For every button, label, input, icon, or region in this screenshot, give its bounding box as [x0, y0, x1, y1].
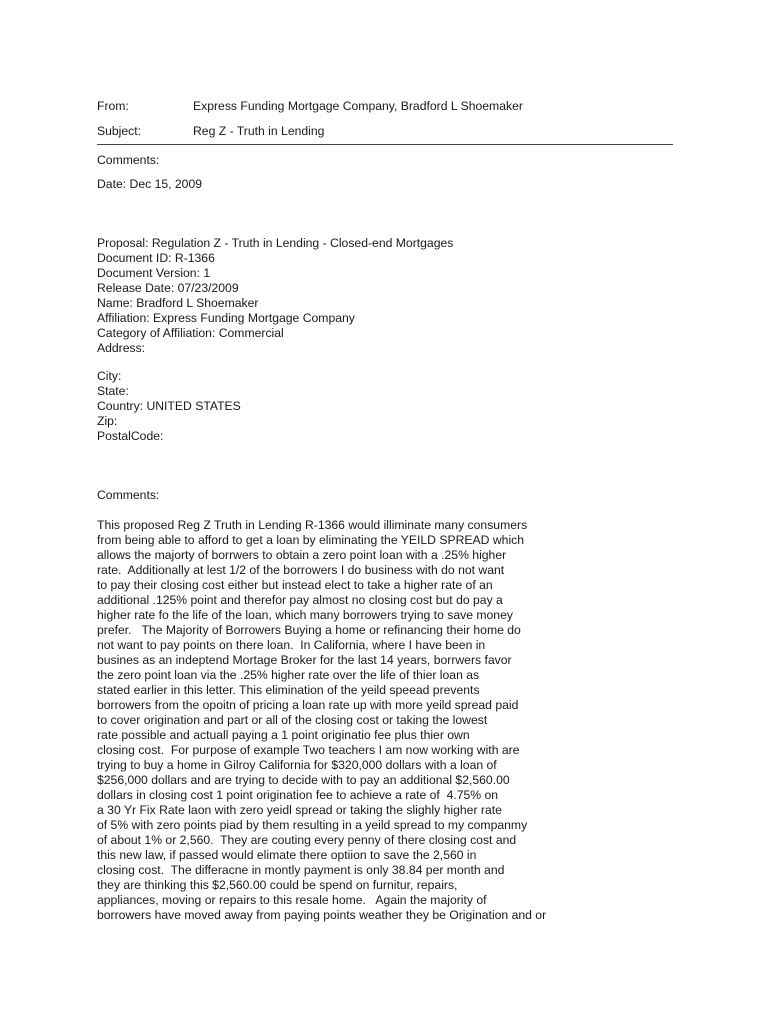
body-line: $256,000 dollars and are trying to decide with to pay an additional $2,560.00 [97, 773, 510, 787]
from-row [97, 99, 523, 113]
subject-value: Reg Z - Truth in Lending [193, 124, 325, 138]
address-line: City: [97, 369, 122, 383]
body-line: from being able to afford to get a loan by eliminating the YEILD SPREAD which [97, 533, 525, 547]
detail-line: Category of Affiliation: Commercial [97, 326, 284, 340]
body-line: closing cost. The differacne in montly payment is only 38.84 per month and [97, 863, 505, 877]
body-line: higher rate fo the life of the loan, which many borrowers trying to save money [97, 608, 513, 622]
body-line: not want to pay points on there loan. In California, where I have been in [97, 638, 486, 652]
detail-line: Release Date: 07/23/2009 [97, 281, 239, 295]
body-line: of 5% with zero points piad by them resulting in a yeild spread to my companmy [97, 818, 528, 832]
body-line: borrowers have moved away from paying points weather they be Origination and or [97, 908, 547, 922]
detail-line: Proposal: Regulation Z - Truth in Lending - Closed-end Mortgages [97, 236, 454, 250]
body-line: of about 1% or 2,560. They are couting every penny of there closing cost and [97, 833, 517, 847]
body-line: stated earlier in this letter. This elimination of the yeild speead prevents [97, 683, 480, 697]
body-line: rate. Additionally at lest 1/2 of the borrowers I do business with do not want [97, 563, 505, 577]
detail-line: Document ID: R-1366 [97, 251, 215, 265]
body-line: busines as an indeptend Mortage Broker for the last 14 years, borrwers favor [97, 653, 512, 667]
body-line: trying to buy a home in Gilroy California for $320,000 dollars with a loan of [97, 758, 497, 772]
date-line: Date: Dec 15, 2009 [97, 177, 203, 191]
body-line: rate possible and actuall paying a 1 point originatio fee plus thier own [97, 728, 470, 742]
body-line: the zero point loan via the .25% higher rate over the life of thier loan as [97, 668, 480, 682]
address-line: PostalCode: [97, 429, 164, 443]
comments-label-top: Comments: [97, 153, 160, 167]
proposal-details [97, 236, 453, 356]
comment-body [97, 518, 546, 923]
body-line: prefer. The Majority of Borrowers Buying a home or refinancing their home do [97, 623, 521, 637]
subject-row [97, 124, 324, 138]
address-line: State: [97, 384, 129, 398]
address-block [97, 369, 241, 444]
body-line: to cover origination and part or all of the closing cost or taking the lowest [97, 713, 488, 727]
body-line: appliances, moving or repairs to this resale home. Again the majority of [97, 893, 487, 907]
from-value: Express Funding Mortgage Company, Bradford L Shoemaker [193, 99, 523, 113]
address-line: Country: UNITED STATES [97, 399, 241, 413]
body-line: This proposed Reg Z Truth in Lending R-1366 would illiminate many consumers [97, 518, 528, 532]
header-divider [97, 144, 673, 145]
body-line: additional .125% point and therefor pay almost no closing cost but do pay a [97, 593, 503, 607]
body-line: they are thinking this $2,560.00 could be spend on furnitur, repairs, [97, 878, 458, 892]
detail-line: Address: [97, 341, 146, 355]
detail-line: Document Version: 1 [97, 266, 211, 280]
body-line: closing cost. For purpose of example Two teachers I am now working with are [97, 743, 520, 757]
detail-line: Name: Bradford L Shoemaker [97, 296, 259, 310]
subject-label: Subject: [97, 124, 142, 138]
body-line: allows the majorty of borrwers to obtain a zero point loan with a .25% higher [97, 548, 507, 562]
body-line: dollars in closing cost 1 point origination fee to achieve a rate of 4.75% on [97, 788, 499, 802]
body-line: borrowers from the opoitn of pricing a loan rate up with more yeild spread paid [97, 698, 519, 712]
body-line: a 30 Yr Fix Rate laon with zero yeidl spread or taking the slighly higher rate [97, 803, 502, 817]
from-label: From: [97, 99, 129, 113]
comments-label-body: Comments: [97, 488, 160, 502]
address-line: Zip: [97, 414, 118, 428]
body-line: this new law, if passed would elimate there optiion to save the 2,560 in [97, 848, 477, 862]
body-line: to pay their closing cost either but instead elect to take a higher rate of an [97, 578, 493, 592]
detail-line: Affiliation: Express Funding Mortgage Company [97, 311, 355, 325]
